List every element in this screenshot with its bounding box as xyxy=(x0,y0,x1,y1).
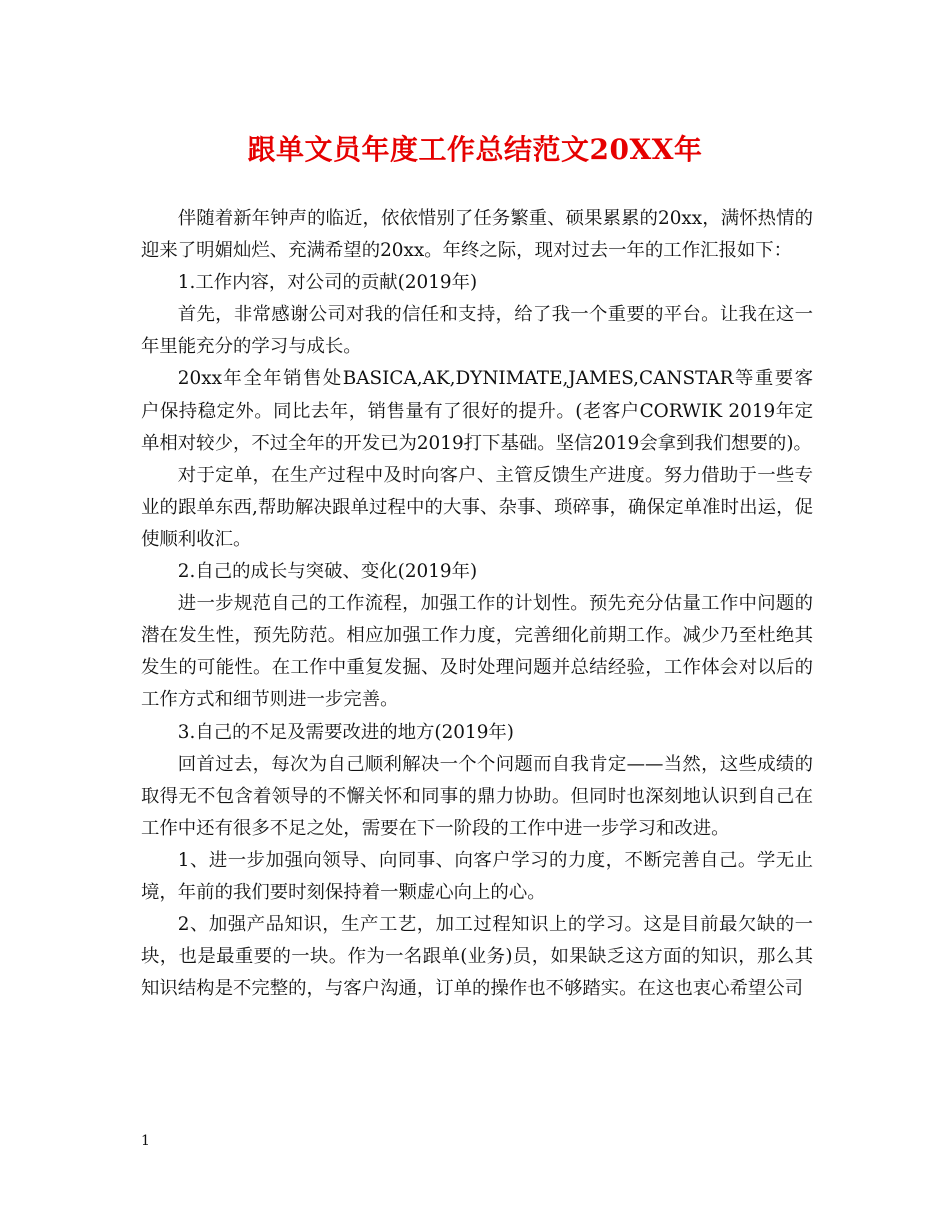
page-number: 1 xyxy=(141,1133,150,1149)
paragraph: 首先，非常感谢公司对我的信任和支持，给了我一个重要的平台。让我在这一年里能充分的学习与成长。 xyxy=(141,304,813,358)
paragraph: 对于定单，在生产过程中及时向客户、主管反馈生产进度。努力借助于一些专业的跟单东西,帮助解决跟单过程中的大事、杂事、琐碎事，确保定单准时出运，促使顺利收汇。 xyxy=(141,464,813,550)
paragraph: 进一步规范自己的工作流程，加强工作的计划性。预先充分估量工作中问题的潜在发生性，预先防范。相应加强工作力度，完善细化前期工作。减少乃至杜绝其发生的可能性。在工作中重复发掘、及时处理问题并总结经验，工作体会对以后的工作方式和细节则进一步完善。 xyxy=(141,593,813,711)
paragraph: 20xx年全年销售处BASICA,AK,DYNIMATE,JAMES,CANSTAR等重要客户保持稳定外。同比去年，销售量有了很好的提升。(老客户CORWIK 2019年定单相对较少，不过全年的开发已为2019打下基础。坚信2019会拿到我们想要的)。 xyxy=(141,368,813,454)
section-heading-1: 1.工作内容，对公司的贡献(2019年) xyxy=(177,272,478,294)
list-item: 2、加强产品知识，生产工艺，加工过程知识上的学习。这是目前最欠缺的一块，也是最重要的一块。作为一名跟单(业务)员，如果缺乏这方面的知识，那么其知识结构是不完整的，与客户沟通，订单的操作也不够踏实。在这也衷心希望公司 xyxy=(141,914,813,1000)
section-heading-3: 3.自己的不足及需要改进的地方(2019年) xyxy=(177,721,514,743)
document-title: 跟单文员年度工作总结范文20XX年 xyxy=(247,133,703,166)
document-body xyxy=(141,203,813,1005)
section-heading-2: 2.自己的成长与突破、变化(2019年) xyxy=(177,561,478,583)
paragraph-intro: 伴随着新年钟声的临近，依依惜别了任务繁重、硕果累累的20xx，满怀热情的迎来了明媚灿烂、充满希望的20xx。年终之际，现对过去一年的工作汇报如下： xyxy=(141,208,813,262)
list-item: 1、进一步加强向领导、向同事、向客户学习的力度，不断完善自己。学无止境，年前的我们要时刻保持着一颗虚心向上的心。 xyxy=(141,849,813,903)
paragraph: 回首过去，每次为自己顺利解决一个个问题而自我肯定——当然，这些成绩的取得无不包含着领导的不懈关怀和同事的鼎力协助。但同时也深刻地认识到自己在工作中还有很多不足之处，需要在下一阶段的工作中进一步学习和改进。 xyxy=(141,753,813,839)
